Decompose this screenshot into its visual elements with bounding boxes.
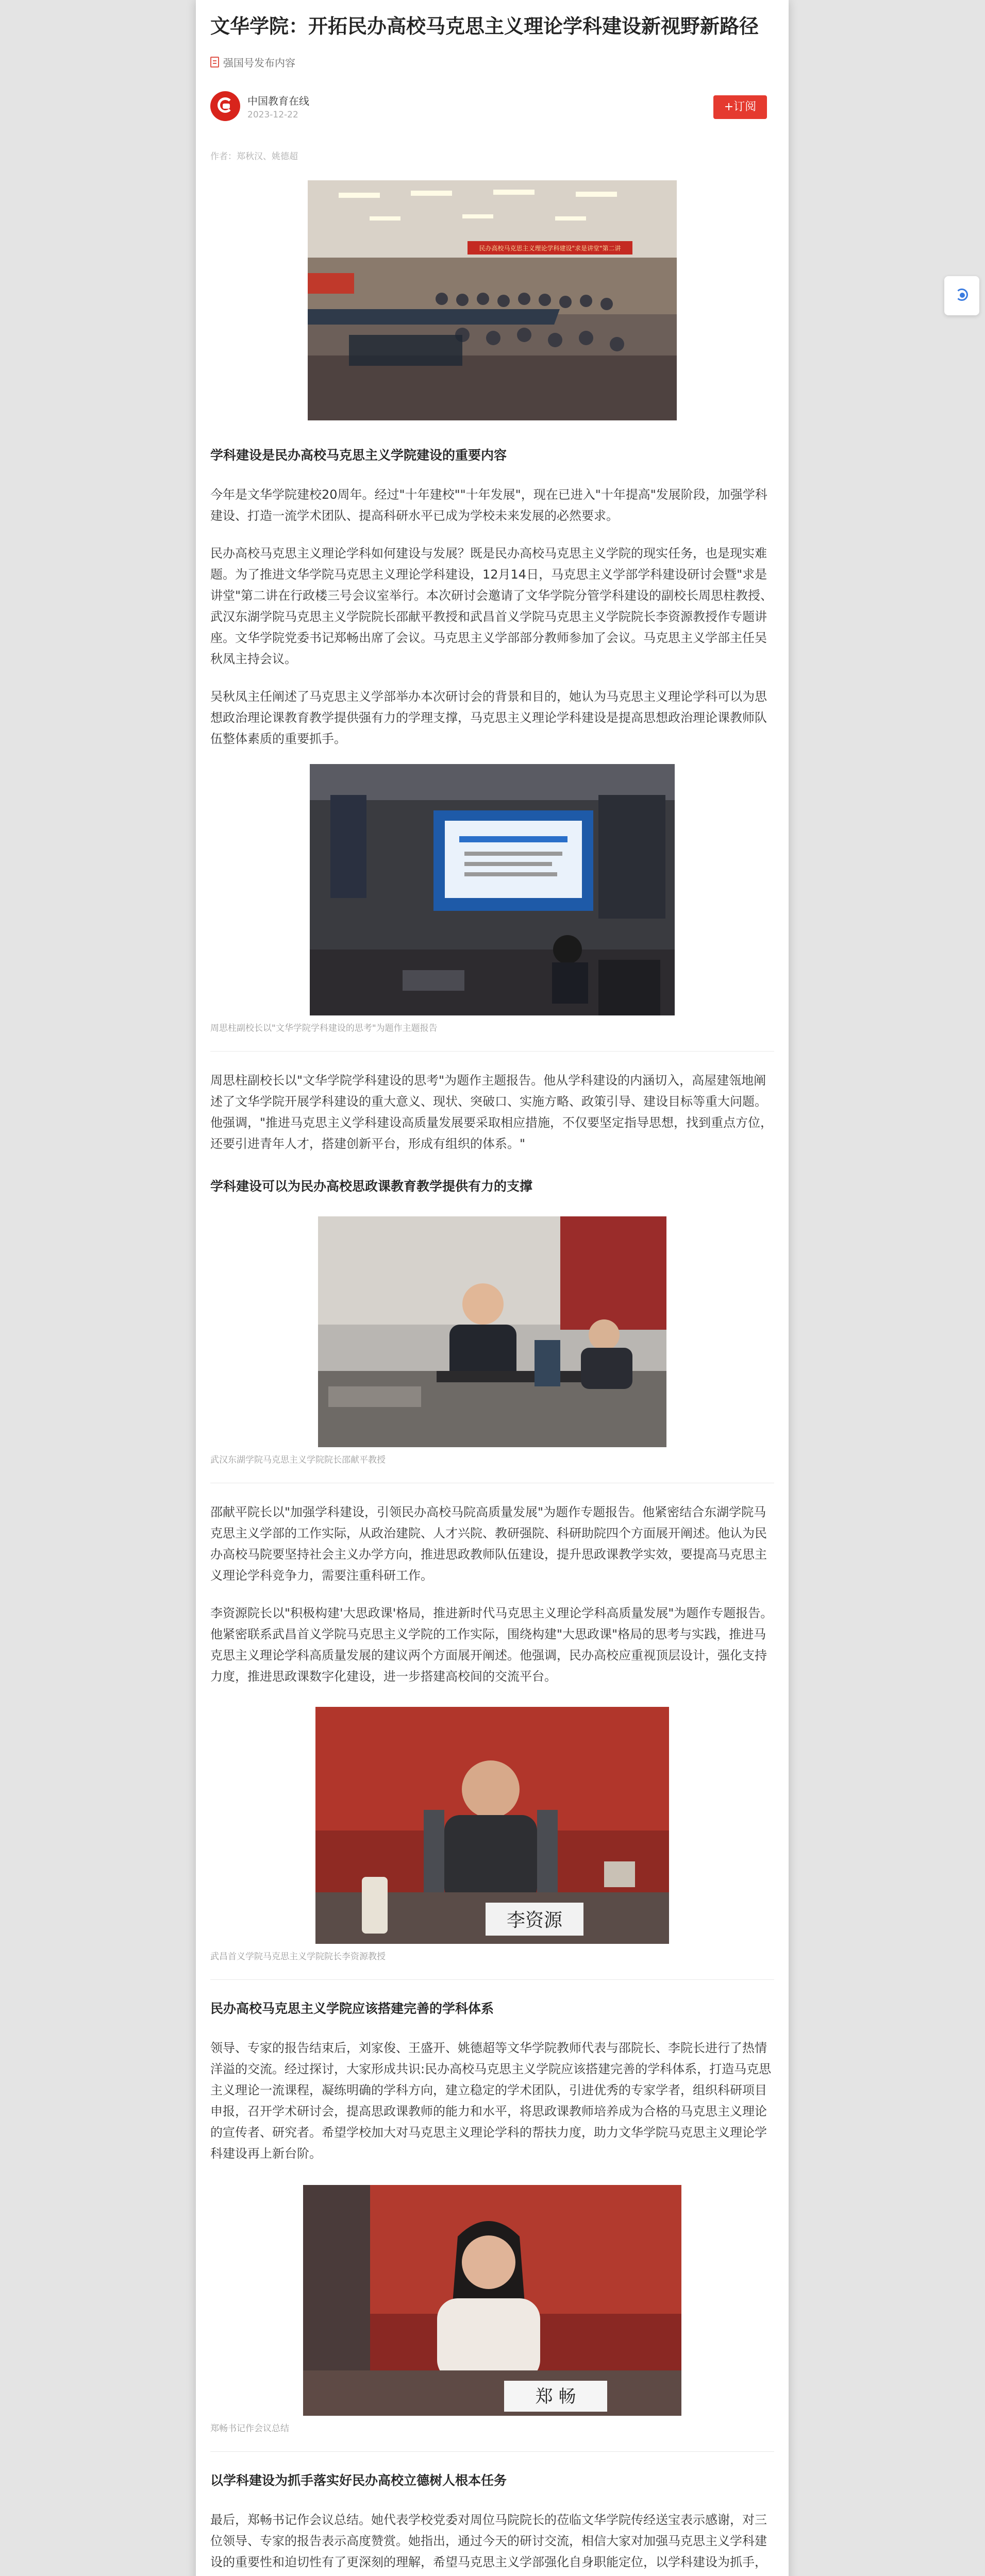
author-meta <box>247 93 309 120</box>
paragraph-4: 周思柱副校长以"文华学院学科建设的思考"为题作主题报告。他从学科建设的内涵切入，高屋建瓴地阐述了文华学院开展学科建设的重大意义、现状、突破口、实施方略、政策引导、建设目标等重大问题。他强调，"推进马克思主义学科建设高质量发展要采取相应措施，不仅要坚定指导思想，找到重点方位，还要引进青年人才，搭建创新平台，形成有组织的体系。" <box>210 1073 773 1151</box>
author-name[interactable]: 中国教育在线 <box>247 94 309 107</box>
publish-date: 2023-12-22 <box>247 109 298 120</box>
conference-banner-text: 民办高校马克思主义理论学科建设"求是讲堂"第二讲 <box>479 245 621 252</box>
photo-caption-2: 周思柱副校长以"文华学院学科建设的思考"为题作主题报告 <box>210 1023 438 1033</box>
photo-speaker-zheng <box>303 2185 681 2416</box>
paragraph-5: 邵献平院长以"加强学科建设，引领民办高校马院高质量发展"为题作专题报告。他紧密结合东湖学院马克思主义学部的工作实际，从政治建院、人才兴院、教研强院、科研助院四个方面展开阐述。他认为民办高校马院要坚持社会主义办学方向，推进思政教师队伍建设，提升思政课教学实效，要提高马克思主义理论学科竞争力，需要注重科研工作。 <box>210 1505 767 1583</box>
author-row <box>210 90 774 122</box>
paragraph-7: 领导、专家的报告结束后，刘家俊、王盛开、姚德超等文华学院教师代表与邵院长、李院长进行了热情洋溢的交流。经过探讨，大家形成共识:民办高校马克思主义学院应该搭建完善的学科体系，打造马克思主义理论一流课程，凝练明确的学科方向，建立稳定的学术团队，引进优秀的专家学者，组织科研项目申报，召开学术研讨会，提高思政课教师的能力和水平，将思政课教师培养成为合格的马克思主义理论的宣传者、研究者。希望学校加大对马克思主义理论学科的帮扶力度，助力文华学院马克思主义理论学科建设再上新台阶。 <box>210 2041 772 2161</box>
photo-conference-hall <box>308 180 677 420</box>
nameplate-text: 郑 畅 <box>535 2386 576 2407</box>
byline: 作者：郑秋汉、姚德超 <box>210 151 298 162</box>
divider <box>210 1979 774 1980</box>
photo-speaker-shao <box>318 1216 666 1447</box>
section-heading-4: 以学科建设为抓手落实好民办高校立德树人根本任务 <box>210 2473 507 2488</box>
paragraph-6: 李资源院长以"积极构建'大思政课'格局，推进新时代马克思主义理论学科高质量发展"为题作专题报告。他紧密联系武昌首义学院马克思主义学院的工作实际，围绕构建"大思政课"格局的思考与实践，推进马克思主义理论学科高质量发展的建议两个方面展开阐述。他强调，民办高校应重视顶层设计，强化支持力度，推进思政课数字化建设，进一步搭建高校间的交流平台。 <box>210 1606 773 1684</box>
photo-presentation <box>310 764 675 1015</box>
photo-speaker-li <box>315 1707 669 1944</box>
paragraph-8: 最后，郑畅书记作会议总结。她代表学校党委对周位马院院长的莅临文华学院传经送宝表示感谢，对三位领导、专家的报告表示高度赞赏。她指出，通过今天的研讨交流，相信大家对加强马克思主义学科建设的重要性和迫切性有了更深刻的理解，希望马克思主义学部强化自身职能定位，以学科建设为抓手， <box>210 2513 767 2569</box>
share-icon[interactable] <box>944 276 979 315</box>
section-heading-3: 民办高校马克思主义学院应该搭建完善的学科体系 <box>210 2001 494 2016</box>
divider <box>210 1051 774 1052</box>
paragraph-3: 吴秋凤主任阐述了马克思主义学部举办本次研讨会的背景和目的，她认为马克思主义理论学科可以为思想政治理论课教育教学提供强有力的学理支撑，马克思主义理论学科建设是提高思想政治理论课教师队伍整体素质的重要抓手。 <box>210 689 767 746</box>
section-heading-2: 学科建设可以为民办高校思政课教育教学提供有力的支撑 <box>210 1179 533 1194</box>
divider <box>210 2451 774 2452</box>
source-line <box>210 55 774 70</box>
paragraph-1: 今年是文华学院建校20周年。经过"十年建校""十年发展"，现在已进入"十年提高"发展阶段，加强学科建设、打造一流学术团队、提高科研水平已成为学校未来发展的必然要求。 <box>210 487 767 523</box>
section-heading-1: 学科建设是民办高校马克思主义学院建设的重要内容 <box>210 448 507 463</box>
paragraph-2: 民办高校马克思主义理论学科如何建设与发展？既是民办高校马克思主义学院的现实任务，也是现实难题。为了推进文华学院马克思主义理论学科建设，12月14日，马克思主义学部学科建设研讨会暨"求是讲堂"第二讲在行政楼三号会议室举行。本次研讨会邀请了文华学院分管学科建设的副校长周思柱教授、武汉东湖学院马克思主义学院院长邵献平教授和武昌首义学院马克思主义学院院长李资源教授作专题讲座。文华学院党委书记郑畅出席了会议。马克思主义学部部分教师参加了会议。马克思主义学部主任吴秋凤主持会议。 <box>210 546 773 666</box>
article-column <box>196 0 789 2576</box>
photo-caption-3: 武汉东湖学院马克思主义学院院长邵献平教授 <box>210 1455 386 1465</box>
document-icon <box>210 57 219 67</box>
nameplate-text: 李资源 <box>506 1910 563 1931</box>
photo-caption-4: 武昌首义学院马克思主义学院院长李资源教授 <box>210 1952 386 1962</box>
subscribe-button[interactable]: +订阅 <box>713 95 767 119</box>
article-title: 文华学院：开拓民办高校马克思主义理论学科建设新视野新路径 <box>210 15 759 38</box>
photo-caption-5: 郑畅书记作会议总结 <box>210 2424 289 2434</box>
source-label: 强国号发布内容 <box>223 57 295 69</box>
publisher-avatar[interactable] <box>210 91 240 121</box>
